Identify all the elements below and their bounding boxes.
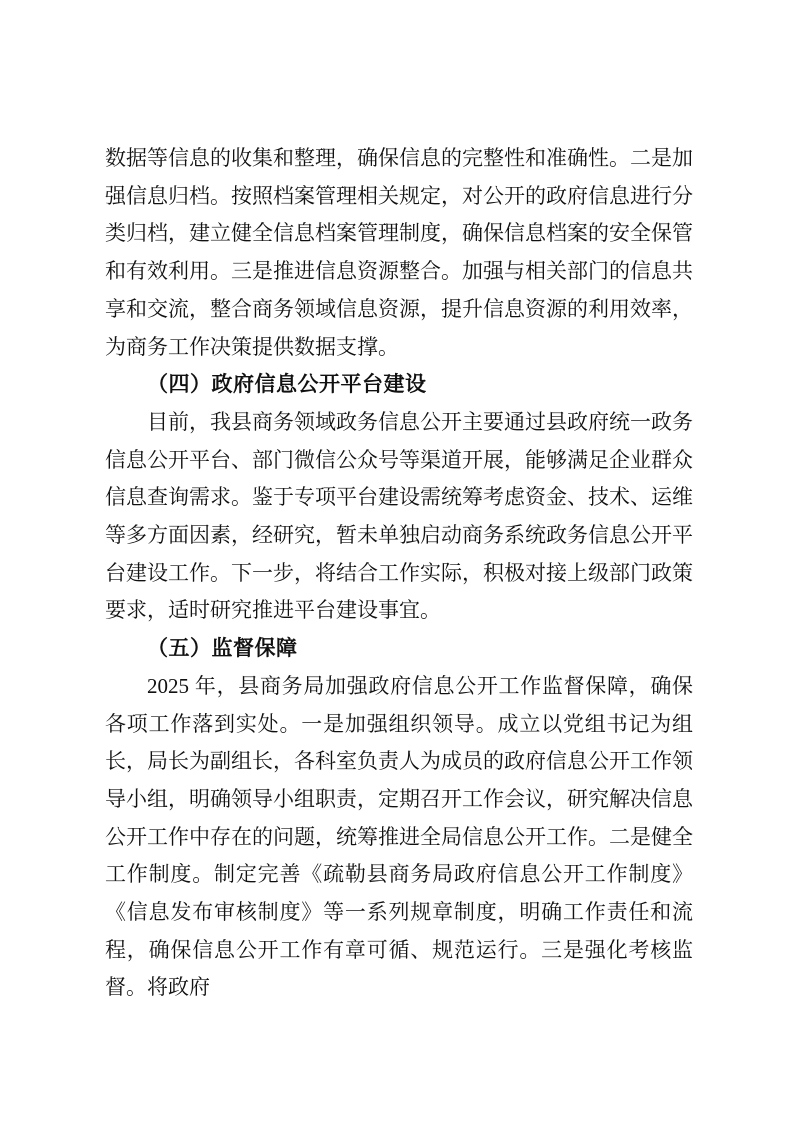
paragraph-info-archiving-continuation: 数据等信息的收集和整理，确保信息的完整性和准确性。二是加强信息归档。按照档案管理相关规定，对公开的政府信息进行分类归档，建立健全信息档案管理制度，确保信息档案的安全保管和有效利用。三是推进信息资源整合。加强与相关部门的信息共享和交流，整合商务领域信息资源，提升信息资源的利用效率，为商务工作决策提供数据支撑。 (105, 146, 693, 359)
section-heading-supervision-guarantee: （五）监督保障 (147, 636, 298, 661)
document-content (105, 140, 693, 1007)
paragraph-supervision-guarantee: 2025 年，县商务局加强政府信息公开工作监督保障，确保各项工作落到实处。一是加强组织领导。成立以党组书记为组长，局长为副组长，各科室负责人为成员的政府信息公开工作领导小组，明确领导小组职责，定期召开工作会议，研究解决信息公开工作中存在的问题，统筹推进全局信息公开工作。二是健全工作制度。制定完善《疏勒县商务局政府信息公开工作制度》《信息发布审核制度》等一系列规章制度，明确工作责任和流程，确保信息公开工作有章可循、规范运行。三是强化考核监督。将政府 (105, 673, 693, 1000)
paragraph-platform-construction: 目前，我县商务领域政务信息公开主要通过县政府统一政务信息公开平台、部门微信公众号等渠道开展，能够满足企业群众信息查询需求。鉴于专项平台建设需统筹考虑资金、技术、运维等多方面因素，经研究，暂未单独启动商务系统政务信息公开平台建设工作。下一步，将结合工作实际，积极对接上级部门政策要求，适时研究推进平台建设事宜。 (105, 409, 693, 623)
section-heading-platform-construction: （四）政府信息公开平台建设 (147, 372, 427, 397)
